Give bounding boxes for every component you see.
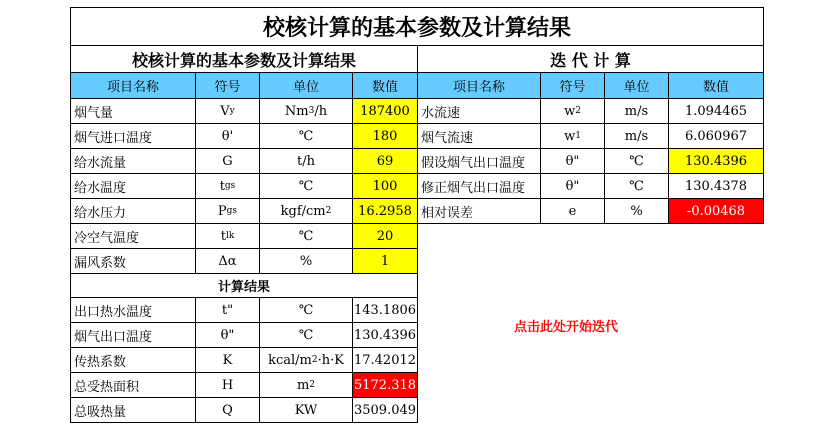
iter-header-unit: 单位: [605, 73, 668, 98]
unit-text: ℃: [298, 228, 314, 244]
symbol-text: e: [568, 203, 577, 219]
row-symbol: [541, 124, 604, 148]
row-unit: [260, 249, 352, 273]
row-value[interactable]: 130.4396: [669, 149, 763, 173]
col-header-name: 项目名称: [71, 73, 195, 98]
row-name: 给水压力: [74, 205, 127, 221]
row-unit: [605, 174, 668, 198]
row-name: 传热系数: [74, 354, 127, 370]
row-name: 烟气量: [74, 105, 114, 121]
row-symbol: [196, 373, 259, 397]
right-section-header: 迭 代 计 算: [550, 50, 631, 70]
symbol-subscript: 1: [575, 131, 581, 141]
unit-superscript: 2: [325, 206, 332, 216]
row-value[interactable]: 100: [353, 174, 417, 198]
symbol-text: Q: [222, 402, 233, 418]
col-header-symbol: 符号: [196, 73, 259, 98]
row-name: 总吸热量: [74, 404, 127, 420]
unit-text: ℃: [298, 302, 314, 318]
row-symbol: [541, 199, 604, 223]
row-name: 漏风系数: [74, 255, 127, 271]
iter-header-symbol: 符号: [541, 73, 604, 98]
row-value[interactable]: 16.2958: [353, 199, 417, 223]
unit-tail: /h: [314, 103, 328, 119]
symbol-text: w: [564, 103, 576, 119]
row-unit: [260, 298, 352, 322]
unit-text: KW: [294, 402, 318, 418]
iter-header-value: 数值: [669, 73, 763, 98]
row-symbol: [196, 249, 259, 273]
row-unit: [260, 348, 352, 372]
unit-text: ℃: [298, 327, 314, 343]
unit-superscript: 2: [309, 380, 316, 390]
row-value: 3509.049: [353, 402, 417, 418]
symbol-subscript: lk: [225, 231, 235, 241]
row-name: 给水温度: [74, 180, 127, 196]
iter-header-name: 项目名称: [418, 73, 540, 98]
start-iteration-link[interactable]: 点击此处开始迭代: [514, 320, 619, 335]
symbol-subscript: gs: [224, 181, 236, 191]
row-unit: [260, 99, 352, 123]
symbol-text: θ": [565, 153, 580, 169]
row-name: 烟气进口温度: [74, 130, 153, 146]
row-value: 6.060967: [684, 128, 748, 144]
row-unit: [260, 323, 352, 347]
symbol-text: G: [222, 153, 233, 169]
symbol-subscript: gs: [226, 206, 238, 216]
row-value[interactable]: 180: [353, 124, 417, 148]
unit-text: %: [299, 253, 313, 269]
page-title: 校核计算的基本参数及计算结果: [262, 16, 571, 41]
symbol-text: t: [220, 228, 226, 244]
symbol-text: K: [222, 352, 233, 368]
symbol-subscript: 2: [575, 106, 581, 116]
row-value: 17.42012: [353, 352, 417, 368]
symbol-text: Δα: [218, 253, 237, 269]
row-value[interactable]: 69: [353, 149, 417, 173]
symbol-text: θ": [565, 178, 580, 194]
row-symbol: [541, 149, 604, 173]
row-name: 假设烟气出口温度: [421, 155, 526, 171]
row-unit: [260, 199, 352, 223]
unit-text: Nm: [284, 103, 309, 119]
row-symbol: [196, 199, 259, 223]
row-symbol: [196, 149, 259, 173]
row-symbol: [196, 224, 259, 248]
row-value[interactable]: 1: [353, 249, 417, 273]
unit-text: ℃: [298, 128, 314, 144]
row-symbol: [196, 124, 259, 148]
row-symbol: [541, 174, 604, 198]
row-symbol: [196, 298, 259, 322]
unit-text: %: [630, 203, 643, 219]
unit-text: m/s: [624, 103, 649, 119]
row-unit: [260, 124, 352, 148]
row-value: 1.094465: [684, 103, 748, 119]
unit-text: m/s: [624, 128, 649, 144]
unit-superscript: 2: [311, 355, 318, 365]
symbol-subscript: y: [229, 106, 235, 116]
row-name: 冷空气温度: [74, 230, 140, 246]
row-unit: [605, 149, 668, 173]
left-section-header: 校核计算的基本参数及计算结果: [131, 50, 356, 70]
row-value: 5172.318: [353, 373, 417, 397]
row-unit: [605, 99, 668, 123]
row-symbol: [196, 398, 259, 422]
row-unit: [260, 373, 352, 397]
row-name: 出口热水温度: [74, 304, 153, 320]
symbol-text: t: [219, 178, 225, 194]
row-name: 烟气流速: [421, 130, 474, 146]
row-unit: [605, 199, 668, 223]
row-name: 水流速: [421, 105, 461, 121]
row-name: 总受热面积: [74, 379, 140, 395]
symbol-text: t": [221, 302, 234, 318]
row-unit: [260, 149, 352, 173]
unit-text: ℃: [629, 153, 644, 169]
row-value: -0.00468: [669, 199, 763, 223]
row-name: 烟气出口温度: [74, 329, 153, 345]
row-symbol: [196, 174, 259, 198]
row-unit: [260, 224, 352, 248]
unit-text: ℃: [298, 178, 314, 194]
unit-text: t/h: [297, 153, 315, 169]
symbol-text: P: [217, 203, 227, 219]
symbol-text: V: [220, 103, 230, 119]
row-name: 修正烟气出口温度: [421, 180, 526, 196]
results-header: 计算结果: [217, 280, 270, 295]
row-value: 130.4378: [684, 178, 748, 194]
unit-tail: ·h·K: [317, 352, 344, 368]
row-value: 130.4396: [353, 327, 417, 343]
row-value[interactable]: 20: [353, 224, 417, 248]
unit-text: m: [296, 377, 310, 393]
symbol-text: θ': [221, 128, 234, 144]
unit-text: kgf/cm: [280, 203, 326, 219]
row-symbol: [196, 348, 259, 372]
row-value: 143.1806: [353, 302, 417, 318]
unit-superscript: 3: [308, 106, 315, 116]
row-name: 给水流量: [74, 155, 127, 171]
col-header-unit: 单位: [260, 73, 352, 98]
row-unit: [605, 124, 668, 148]
col-header-value: 数值: [353, 73, 417, 98]
row-unit: [260, 174, 352, 198]
symbol-text: H: [221, 377, 234, 393]
unit-text: kcal/m: [268, 352, 312, 368]
row-symbol: [196, 323, 259, 347]
row-symbol: [196, 99, 259, 123]
row-unit: [260, 398, 352, 422]
unit-text: ℃: [629, 178, 644, 194]
row-name: 相对误差: [421, 205, 474, 221]
symbol-text: w: [564, 128, 576, 144]
row-value[interactable]: 187400: [353, 99, 417, 123]
symbol-text: θ": [220, 327, 235, 343]
row-symbol: [541, 99, 604, 123]
